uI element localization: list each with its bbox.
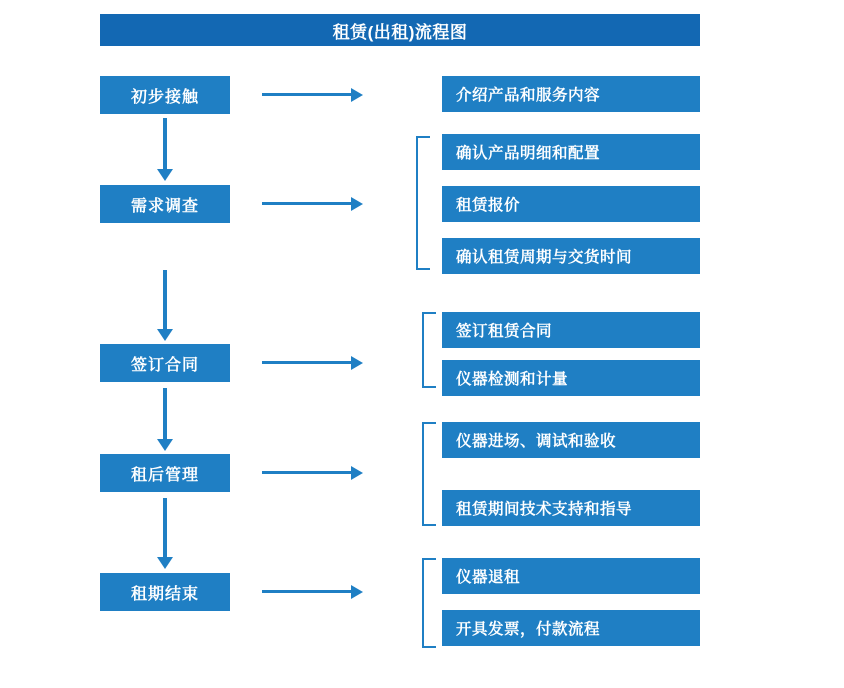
vertical-arrow-1-2 bbox=[163, 118, 167, 170]
detail-box-8[interactable]: 租赁期间技术支持和指导 bbox=[442, 490, 700, 526]
vertical-arrow-2-3 bbox=[163, 270, 167, 330]
detail-box-4[interactable]: 确认租赁周期与交货时间 bbox=[442, 238, 700, 274]
detail-box-7[interactable]: 仪器进场、调试和验收 bbox=[442, 422, 700, 458]
group-bracket-4 bbox=[422, 422, 436, 526]
stage-box-3[interactable]: 签订合同 bbox=[100, 344, 230, 382]
group-bracket-3 bbox=[422, 312, 436, 388]
group-bracket-2 bbox=[416, 136, 430, 270]
detail-box-2[interactable]: 确认产品明细和配置 bbox=[442, 134, 700, 170]
page-title: 租赁(出租)流程图 bbox=[100, 14, 700, 46]
detail-box-3[interactable]: 租赁报价 bbox=[442, 186, 700, 222]
detail-box-1[interactable]: 介绍产品和服务内容 bbox=[442, 76, 700, 112]
horizontal-arrow-4 bbox=[262, 471, 352, 474]
vertical-arrow-3-4 bbox=[163, 388, 167, 440]
horizontal-arrow-3 bbox=[262, 361, 352, 364]
detail-box-6[interactable]: 仪器检测和计量 bbox=[442, 360, 700, 396]
vertical-arrow-4-5 bbox=[163, 498, 167, 558]
stage-box-5[interactable]: 租期结束 bbox=[100, 573, 230, 611]
detail-box-10[interactable]: 开具发票，付款流程 bbox=[442, 610, 700, 646]
stage-box-1[interactable]: 初步接触 bbox=[100, 76, 230, 114]
detail-box-9[interactable]: 仪器退租 bbox=[442, 558, 700, 594]
group-bracket-5 bbox=[422, 558, 436, 648]
horizontal-arrow-5 bbox=[262, 590, 352, 593]
horizontal-arrow-1 bbox=[262, 93, 352, 96]
stage-box-2[interactable]: 需求调查 bbox=[100, 185, 230, 223]
horizontal-arrow-2 bbox=[262, 202, 352, 205]
detail-box-5[interactable]: 签订租赁合同 bbox=[442, 312, 700, 348]
stage-box-4[interactable]: 租后管理 bbox=[100, 454, 230, 492]
